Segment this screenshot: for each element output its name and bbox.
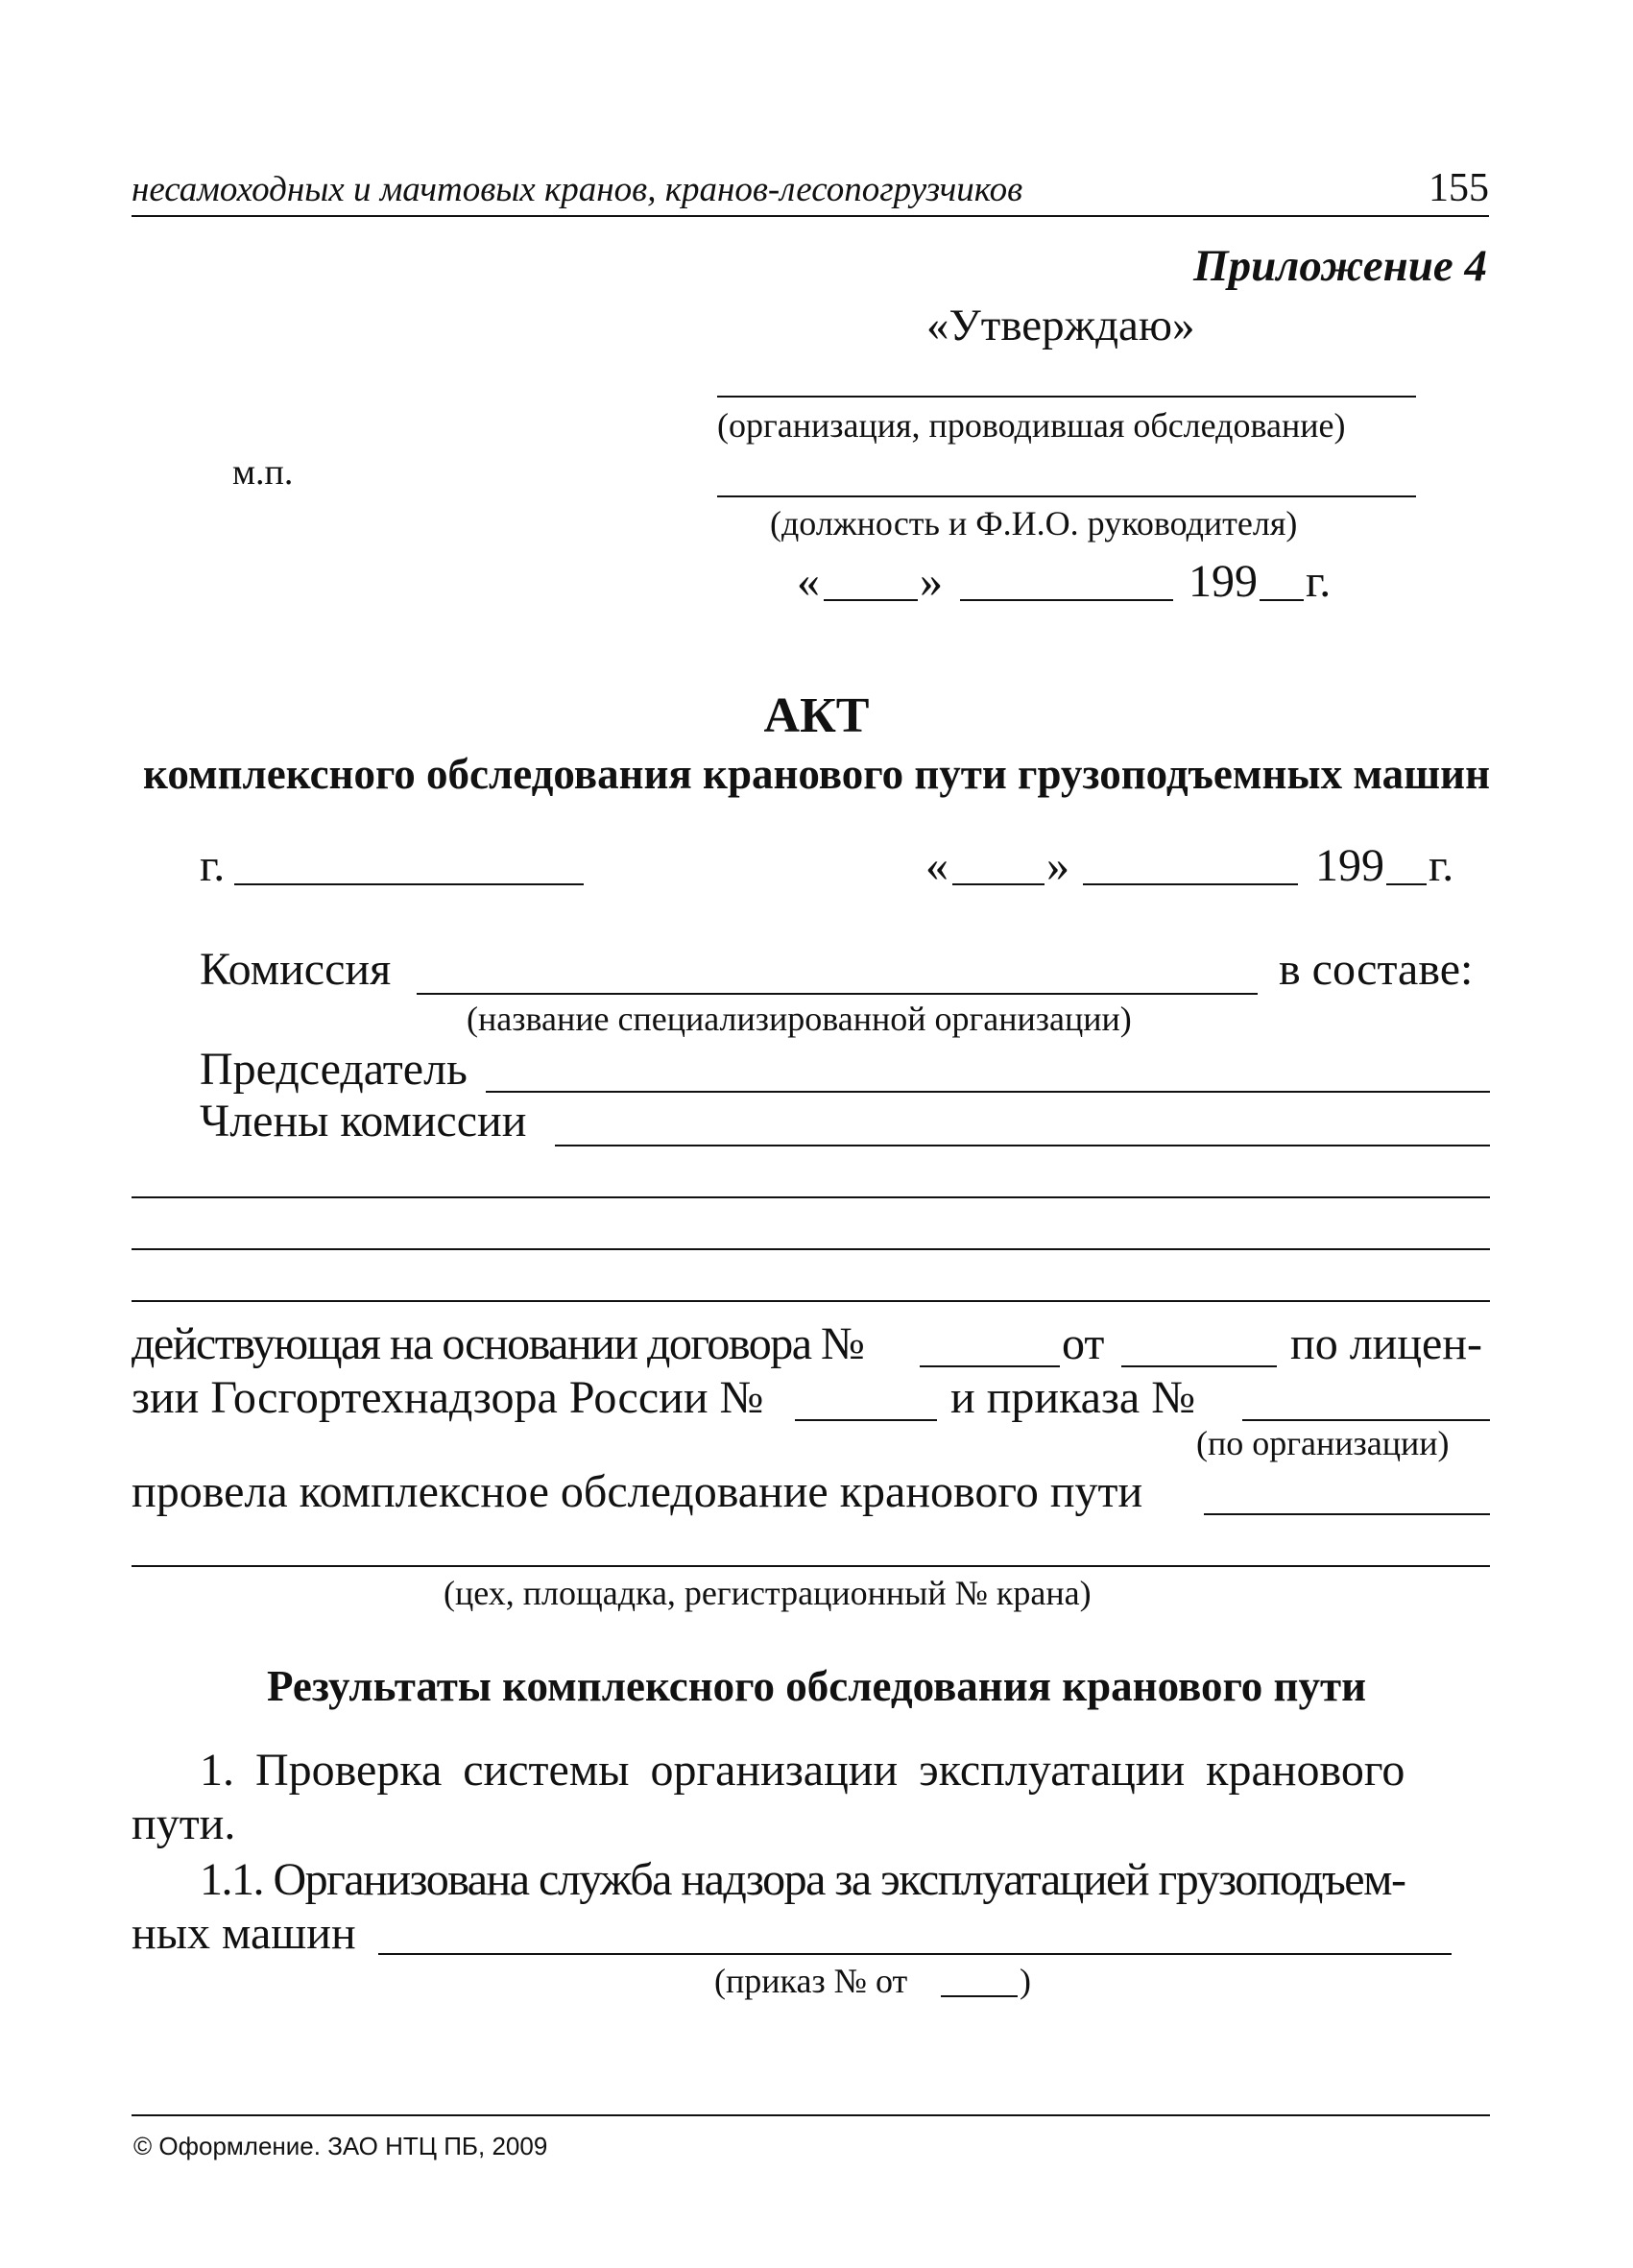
act-year-line <box>1386 883 1427 885</box>
page-number: 155 <box>1429 166 1489 210</box>
members-line-3 <box>132 1248 1490 1250</box>
footer-copyright: © Оформление. ЗАО НТЦ ПБ, 2009 <box>133 2132 548 2160</box>
running-title: несамоходных и мачтовых кранов, кранов-лесопогрузчиков <box>132 170 1023 209</box>
act-year-suffix: г. <box>1429 840 1454 891</box>
approval-date-close-quote: » <box>920 556 943 607</box>
location-line <box>132 1565 1490 1567</box>
contract-number-line <box>920 1365 1060 1367</box>
chairman-label: Председатель <box>200 1044 468 1095</box>
approval-date-open-quote: « <box>797 556 820 607</box>
license-label: по лицен- <box>1290 1318 1482 1369</box>
license-number-line <box>795 1419 937 1421</box>
contract-text: действующая на основании договора № <box>132 1318 864 1369</box>
header-rule <box>132 215 1489 217</box>
item-1-1-line-1: 1.1. Организована служба надзора за эксплуатацией грузоподъем- <box>200 1854 1405 1905</box>
members-line <box>555 1145 1490 1146</box>
item-1-1-line-2: ных машин <box>132 1908 356 1959</box>
footer-rule <box>132 2114 1490 2116</box>
appendix-label: Приложение 4 <box>1193 241 1487 291</box>
location-caption: (цех, площадка, регистрационный № крана) <box>444 1574 1092 1612</box>
act-date-close-quote: » <box>1046 840 1069 891</box>
act-subtitle: комплексного обследования кранового пути грузоподъемных машин <box>142 750 1491 798</box>
city-line <box>234 883 584 885</box>
act-title: АКТ <box>763 688 870 743</box>
chairman-line <box>486 1091 1490 1093</box>
supervision-service-line <box>378 1953 1452 1955</box>
head-name-caption: (должность и Ф.И.О. руководителя) <box>770 504 1298 543</box>
city-prefix: г. <box>200 840 226 891</box>
license-text: зии Госгортехнадзора России № <box>132 1372 764 1423</box>
order-ref-caption-close: ) <box>1020 1962 1031 2000</box>
order-number-line <box>1242 1419 1490 1421</box>
commission-label: Комиссия <box>200 944 392 995</box>
approve-label: «Утверждаю» <box>926 301 1195 350</box>
approval-month-line <box>960 599 1173 601</box>
order-caption: (по организации) <box>1196 1424 1450 1462</box>
approval-year-line <box>1260 599 1304 601</box>
crane-path-line <box>1204 1513 1490 1515</box>
act-date-open-quote: « <box>925 840 949 891</box>
order-ref-date-line <box>941 1995 1018 1997</box>
item-1-line-1: 1. Проверка системы организации эксплуатации кранового <box>200 1745 1405 1796</box>
approving-org-line <box>717 396 1416 398</box>
act-day-line <box>952 883 1045 885</box>
act-month-line <box>1083 883 1298 885</box>
results-heading: Результаты комплексного обследования кранового пути <box>266 1662 1367 1710</box>
item-1-line-2: пути. <box>132 1798 236 1849</box>
stamp-place: м.п. <box>232 452 294 493</box>
order-ref-caption: (приказ № от <box>714 1962 908 2000</box>
members-line-2 <box>132 1196 1490 1198</box>
commission-org-line <box>417 993 1258 995</box>
order-label: и приказа № <box>950 1372 1196 1423</box>
members-line-4 <box>132 1300 1490 1302</box>
members-label: Члены комиссии <box>200 1096 527 1146</box>
act-year: 199 <box>1315 840 1384 891</box>
commission-composition: в составе: <box>1279 944 1474 995</box>
head-name-line <box>717 495 1416 497</box>
commission-org-caption: (название специализированной организации) <box>467 1000 1132 1038</box>
approval-year: 199 <box>1189 556 1258 607</box>
contract-from-label: от <box>1062 1318 1105 1369</box>
inspection-text: провела комплексное обследование кранового пути <box>132 1466 1143 1517</box>
approving-org-caption: (организация, проводившая обследование) <box>717 406 1346 445</box>
approval-year-suffix: г. <box>1306 556 1332 607</box>
approval-day-line <box>824 599 918 601</box>
contract-date-line <box>1121 1365 1277 1367</box>
